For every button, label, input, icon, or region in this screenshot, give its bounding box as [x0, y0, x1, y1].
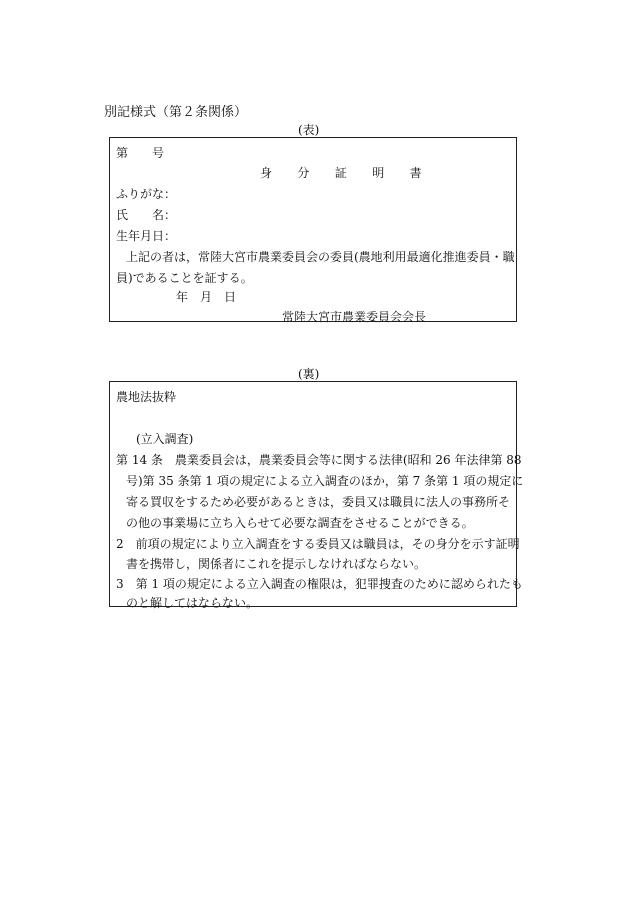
paragraph2-line-1: 2 前項の規定により立入調査をする委員又は職員は，その身分を示す証明	[116, 537, 520, 551]
certificate-number-label: 第 号	[116, 146, 165, 160]
paragraph2-line-2: 書を携帯し，関係者にこれを提示しなければならない。	[126, 557, 427, 571]
issuer-name: 常陸大宮市農業委員会会長	[282, 310, 427, 324]
article14-line-4: の他の事業場に立ち入らせて必要な調査をさせることができる。	[126, 516, 474, 530]
front-label: (表)	[298, 123, 320, 137]
certificate-title: 身 分 証 明 書	[260, 166, 433, 180]
excerpt-heading: 農地法抜粋	[116, 390, 177, 404]
date-line: 年 月 日	[176, 290, 237, 304]
paragraph3-line-2: のと解してはならない。	[126, 596, 259, 610]
paragraph3-line-1: 3 第 1 項の規定による立入調査の権限は，犯罪捜査のために認められたも	[116, 577, 523, 591]
name-label: 氏 名：	[116, 208, 177, 222]
form-title: 別記様式（第２条関係）	[104, 105, 248, 120]
back-label: (裏)	[298, 367, 320, 381]
statement-line-1: 上記の者は，常陸大宮市農業委員会の委員(農地利用最適化推進委員・職	[126, 250, 515, 264]
birthdate-label: 生年月日：	[116, 229, 177, 243]
furigana-label: ふりがな：	[116, 187, 177, 201]
back-law-excerpt-box	[109, 381, 524, 610]
front-certificate-box	[109, 137, 517, 322]
article14-line-3: 寄る買収をするため必要があるときは，委員又は職員に法人の事務所そ	[126, 495, 511, 509]
article14-line-2: 号)第 35 条第 1 項の規定による立入調査のほか，第 7 条第 1 項の規定に	[126, 474, 524, 488]
article14-line-1: 第 14 条 農業委員会は，農業委員会等に関する法律(昭和 26 年法律第 88	[116, 453, 522, 467]
section-caption: (立入調査)	[136, 432, 194, 446]
statement-line-2: 員)であることを証する。	[116, 271, 253, 285]
